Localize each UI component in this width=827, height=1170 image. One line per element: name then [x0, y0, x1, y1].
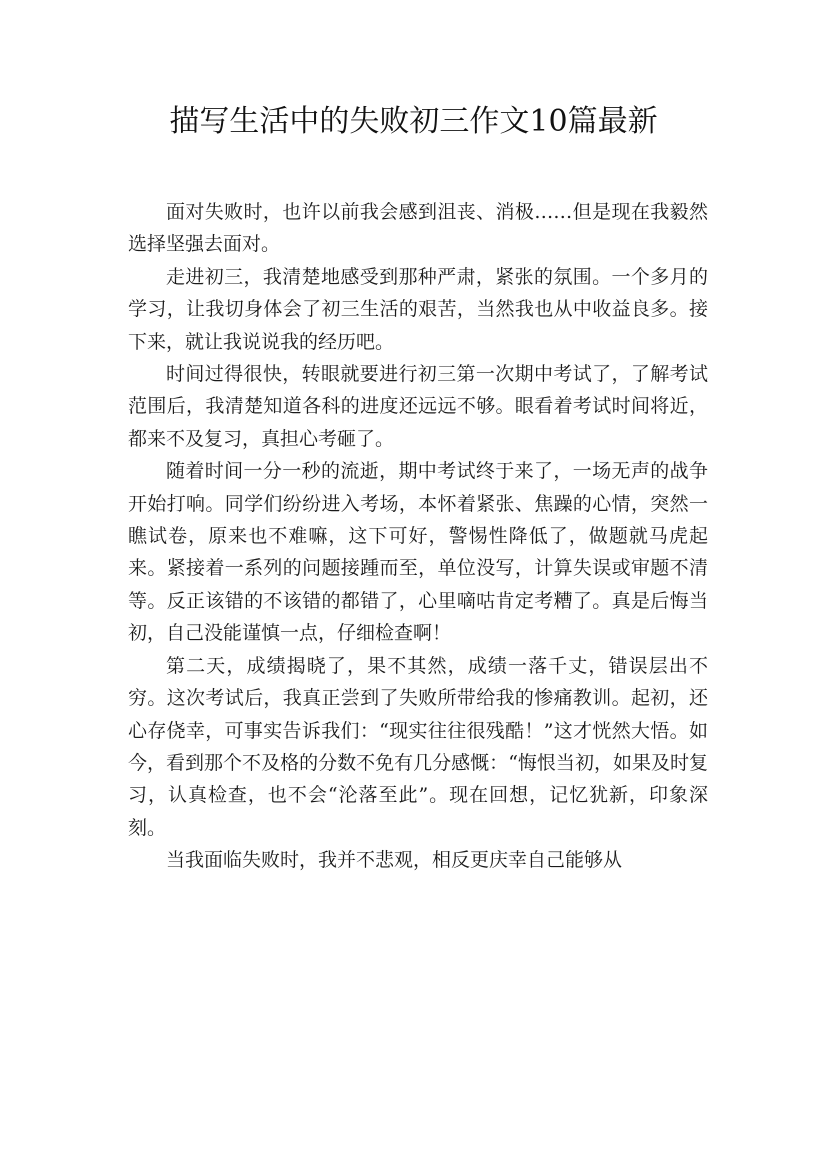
paragraph-4: 随着时间一分一秒的流逝，期中考试终于来了，一场无声的战争开始打响。同学们纷纷进入考场，本怀着紧张、焦躁的心情，突然一瞧试卷，原来也不难嘛，这下可好，警惕性降低了，做题就马虎起来。紧接着一系列的问题接踵而至，单位没写，计算失误或审题不清等。反正该错的不该错的都错了，心里嘀咕肯定考糟了。真是后悔当初，自己没能谨慎一点，仔细检查啊！: [128, 460, 708, 645]
paragraph-2: 走进初三，我清楚地感受到那种严肃，紧张的氛围。一个多月的学习，让我切身体会了初三生活的艰苦，当然我也从中收益良多。接下来，就让我说说我的经历吧。: [128, 265, 708, 353]
document-title: 描写生活中的失败初三作文10篇最新: [169, 104, 658, 139]
paragraph-3: 时间过得很快，转眼就要进行初三第一次期中考试了，了解考试范围后，我清楚知道各科的进度还远远不够。眼看着考试时间将近，都来不及复习，真担心考砸了。: [128, 363, 708, 450]
document-body: [128, 196, 708, 877]
paragraph-6: 当我面临失败时，我并不悲观，相反更庆幸自己能够从: [166, 849, 623, 872]
paragraph-5: 第二天，成绩揭晓了，果不其然，成绩一落千丈，错误层出不穷。这次考试后，我真正尝到了失败所带给我的惨痛教训。起初，还心存侥幸，可事实告诉我们：“现实往往很残酷！”这才恍然大悟。如今，看到那个不及格的分数不免有几分感慨：“悔恨当初，如果及时复习，认真检查，也不会“沦落至此”。现在回想，记忆犹新，印象深刻。: [128, 654, 708, 839]
paragraph-1: 面对失败时，也许以前我会感到沮丧、消极……但是现在我毅然选择坚强去面对。: [128, 201, 708, 256]
